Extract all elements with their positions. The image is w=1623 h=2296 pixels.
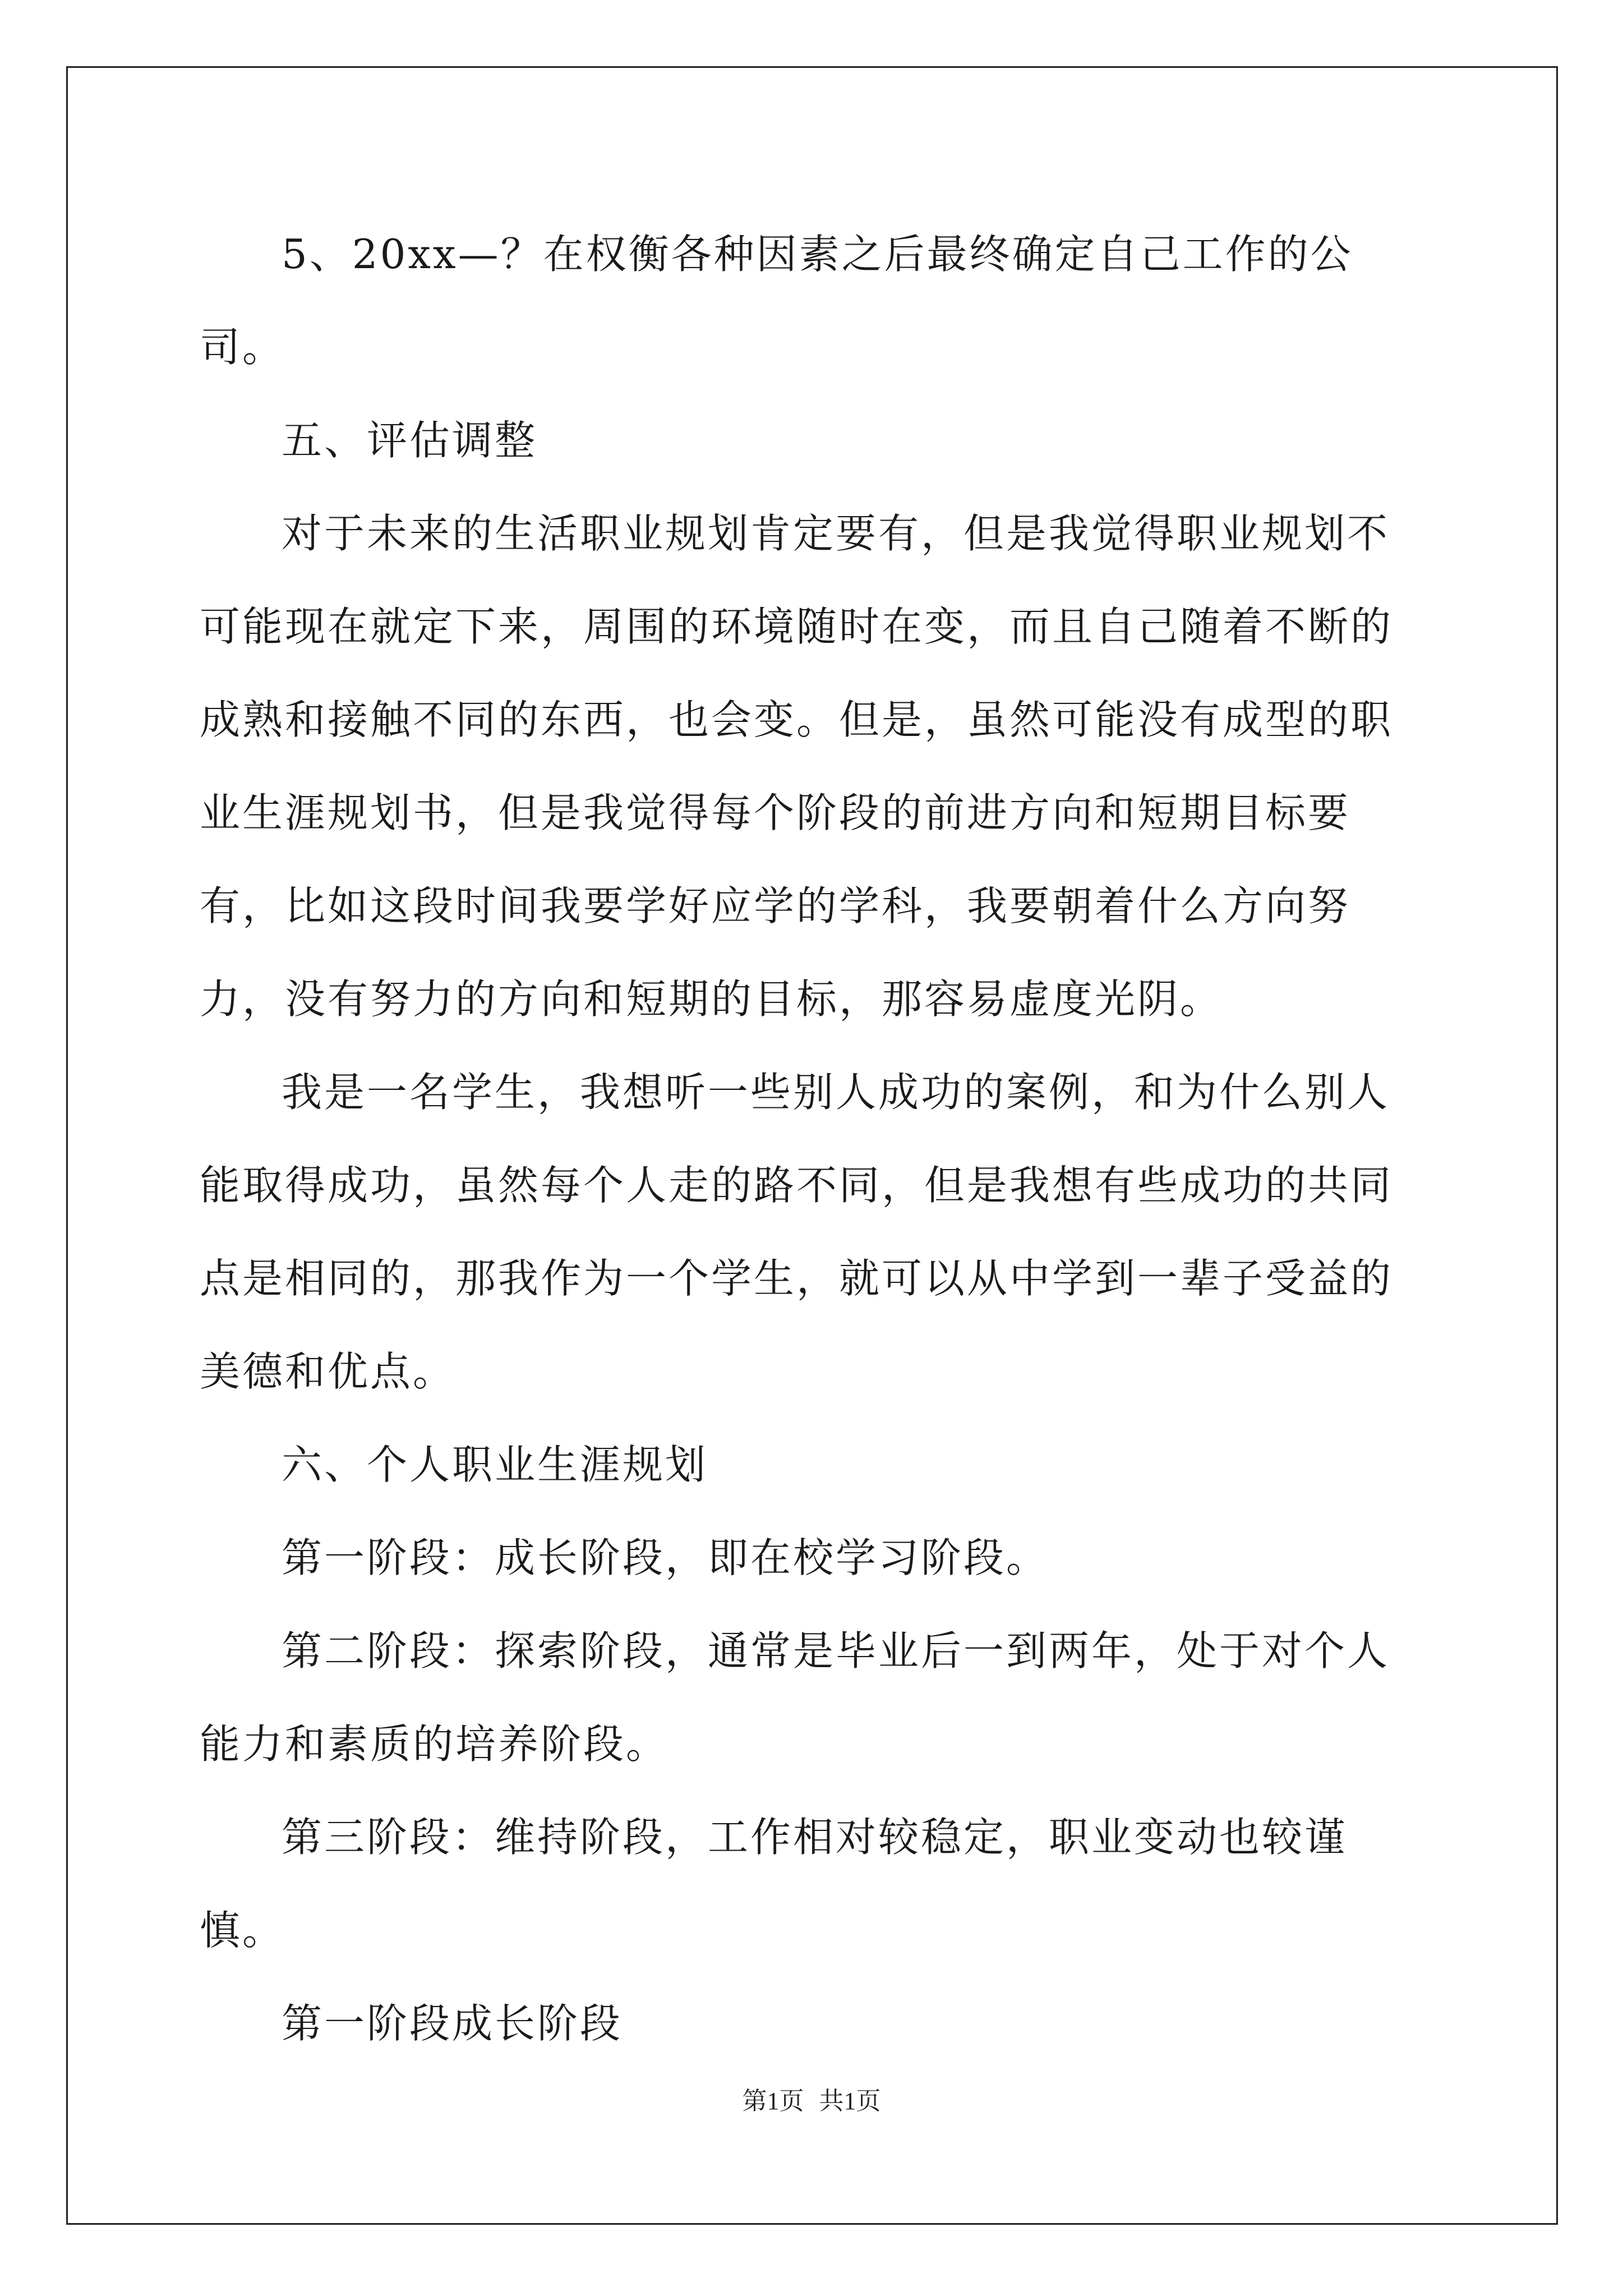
paragraph-stage-three: 第三阶段：维持阶段，工作相对较稳定，职业变动也较谨慎。 [200,1814,1348,1954]
section-heading-evaluation: 五、评估调整 [282,417,538,464]
paragraph-stage-one: 第一阶段：成长阶段，即在校学习阶段。 [282,1534,1049,1581]
paragraph-stage-two: 第二阶段：探索阶段，通常是毕业后一到两年，处于对个人能力和素质的培养阶段。 [200,1627,1390,1768]
page-total: 共1页 [819,2087,881,2115]
paragraph-student-success: 我是一名学生，我想听一些别人成功的案例，和为什么别人能取得成功，虽然每个人走的路不同，但是我想有些成功的共同点是相同的，那我作为一个学生，就可以从中学到一辈子受益的美德和优点。 [200,1069,1394,1395]
document-body [200,208,1428,2070]
paragraph-career-plan: 对于未来的生活职业规划肯定要有，但是我觉得职业规划不可能现在就定下来，周围的环境随时在变，而且自己随着不断的成熟和接触不同的东西，也会变。但是，虽然可能没有成型的职业生涯规划书，但是我觉得每个阶段的前进方向和短期目标要有，比如这段时间我要学好应学的学科，我要朝着什么方向努力，没有努力的方向和短期的目标，那容易虚度光阴。 [200,510,1394,1023]
page-footer [0,2085,1623,2118]
page-number: 第1页 [742,2087,804,2115]
paragraph-item-5-intro: 5、20xx—？在权衡各种因素之后最终确定自己工作的公司。 [200,231,1353,371]
section-heading-personal-career: 六、个人职业生涯规划 [282,1441,708,1488]
paragraph-stage-one-heading: 第一阶段成长阶段 [282,2000,623,2047]
